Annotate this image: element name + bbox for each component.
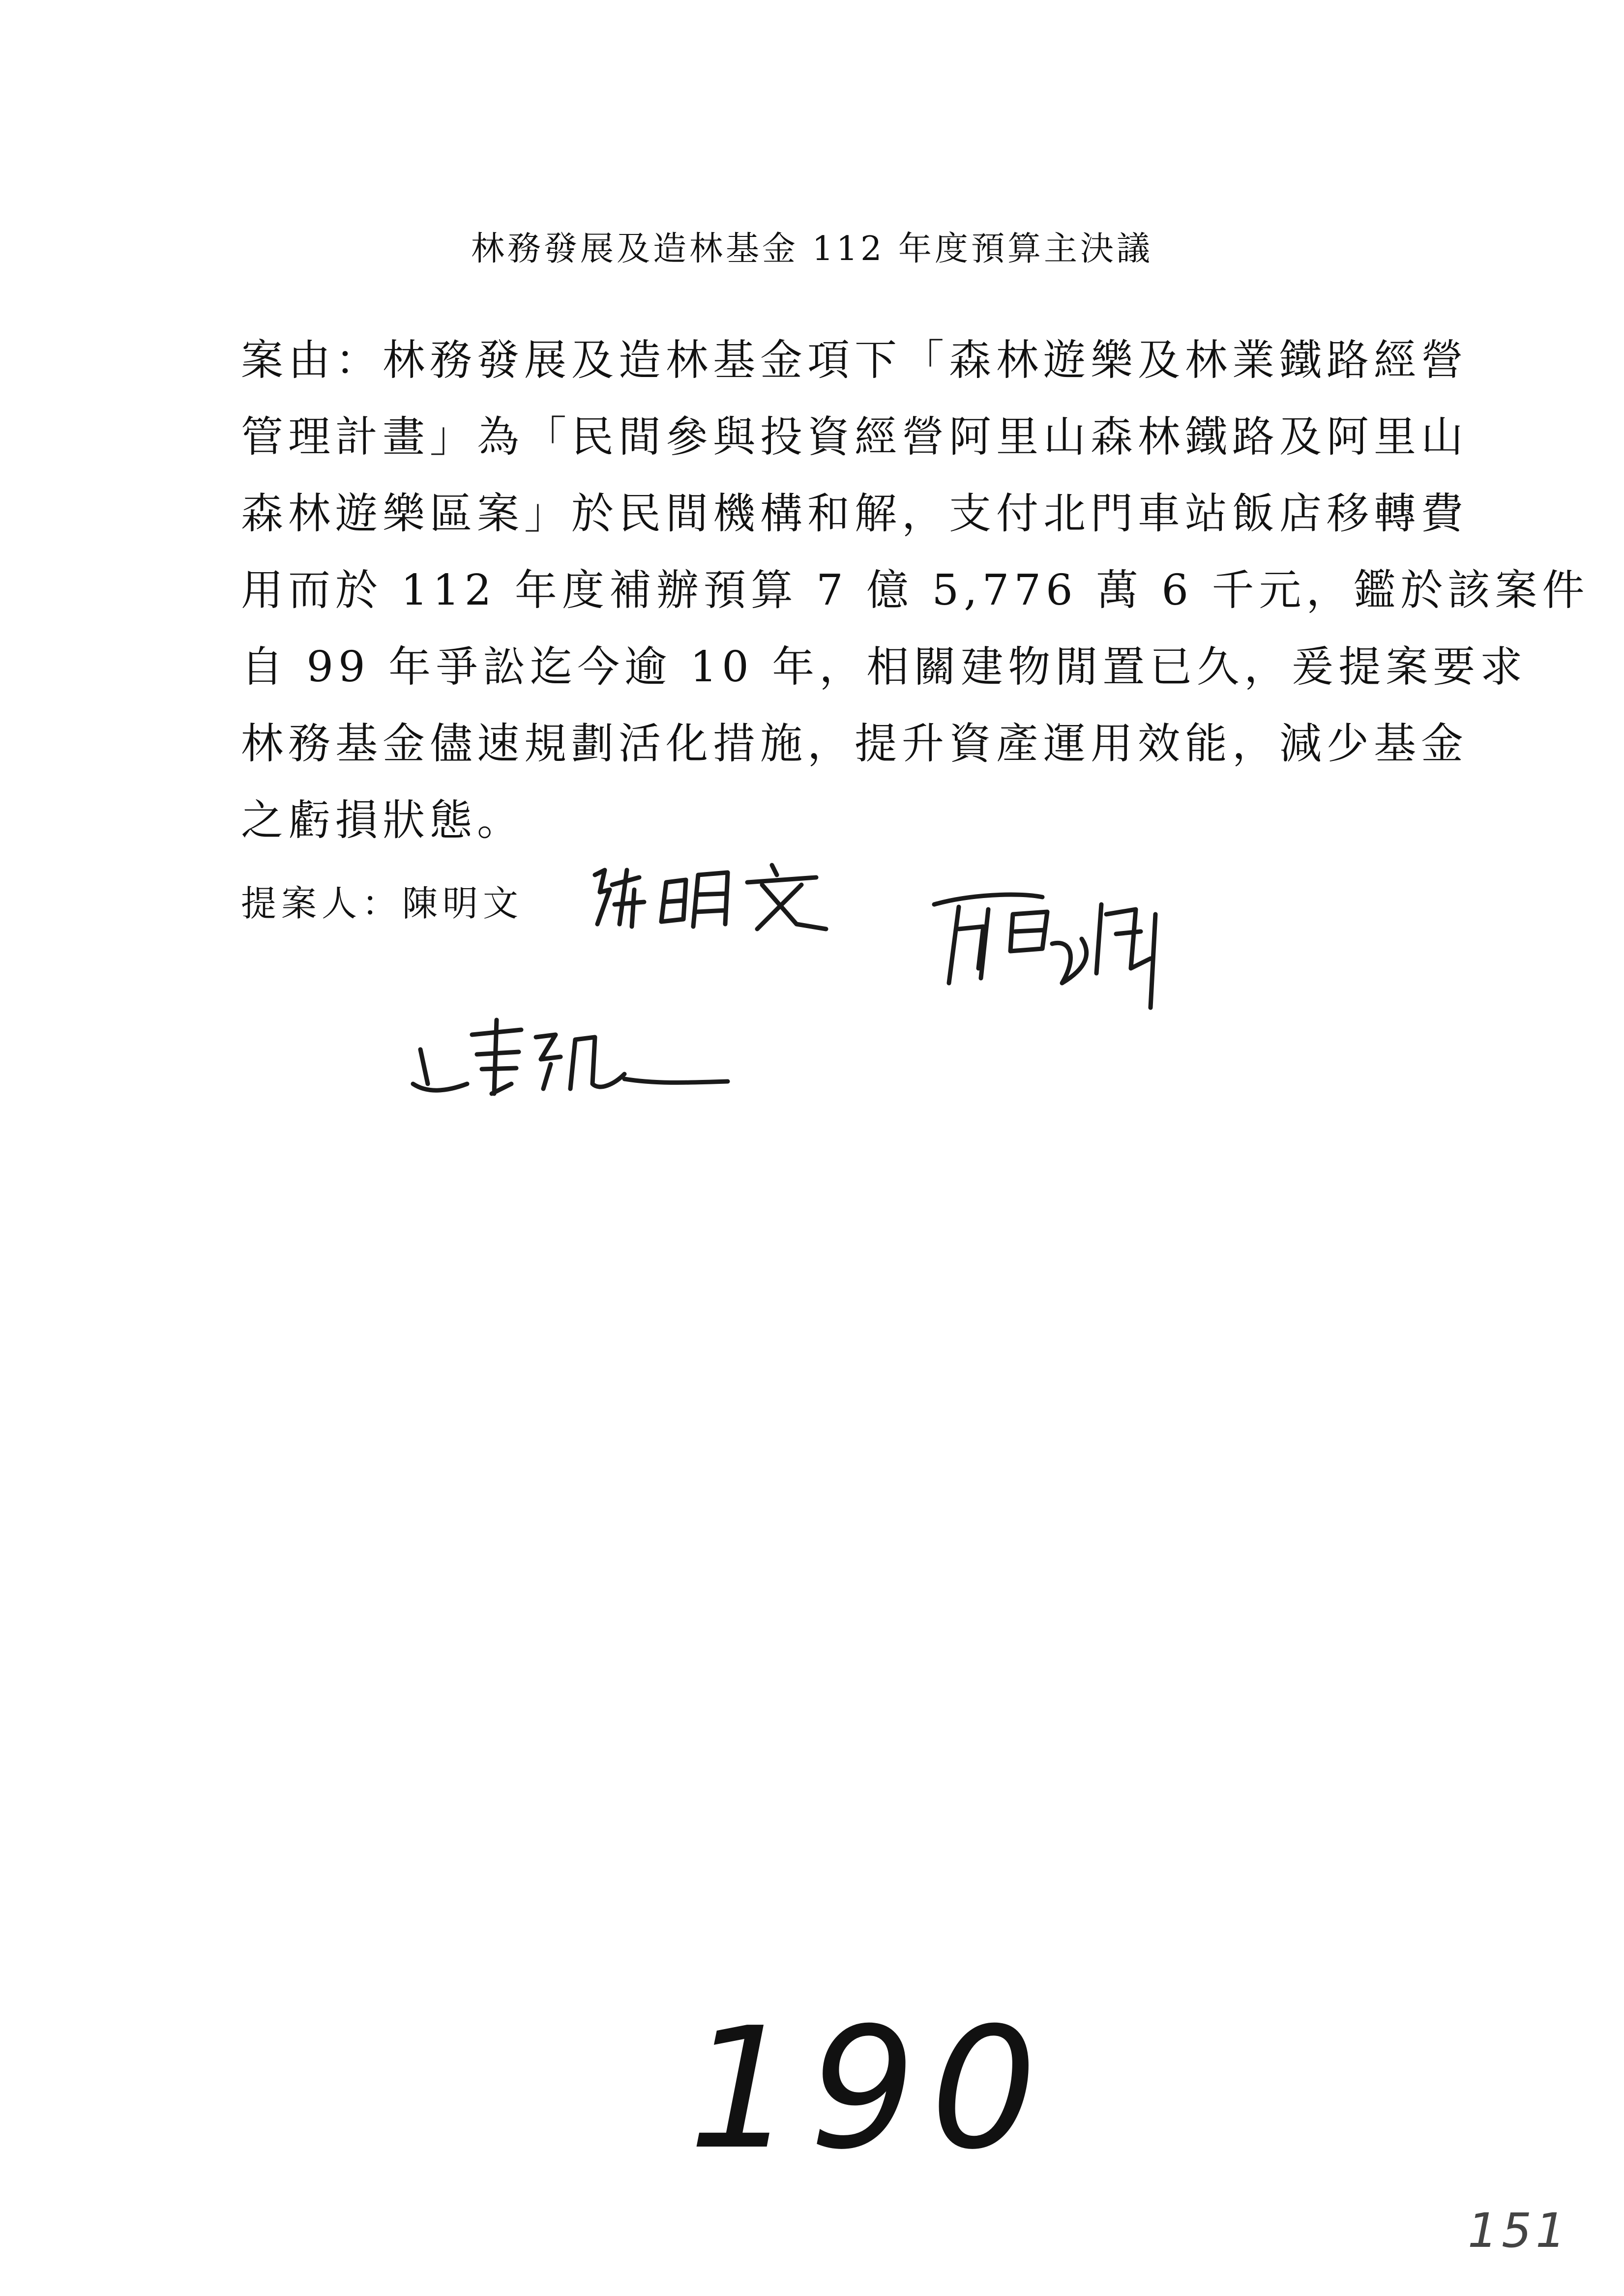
handwritten-page-mark: 151 (1468, 2203, 1570, 2258)
cosigner-signature-1 (929, 885, 1205, 1032)
handwritten-stamp-number: 190 (688, 1992, 1052, 2186)
body-line: 林務基金儘速規劃活化措施，提升資產運用效能，減少基金 (241, 719, 1468, 768)
body-line: 管理計畫」為「民間參與投資經營阿里山森林鐵路及阿里山 (241, 412, 1468, 462)
cosigner-signature-2 (408, 1010, 742, 1108)
body-line: 森林遊樂區案」於民間機構和解，支付北門車站飯店移轉費 (241, 489, 1468, 538)
body-line: 自 99 年爭訟迄今逾 10 年，相關建物閒置已久，爰提案要求 (241, 642, 1528, 692)
body-line: 案由：林務發展及造林基金項下「森林遊樂及林業鐵路經營 (241, 336, 1468, 385)
body-line: 之虧損狀態。 (241, 796, 524, 845)
resolution-body (241, 322, 1590, 859)
body-line: 用而於 112 年度補辦預算 7 億 5,776 萬 6 千元，鑑於該案件 (241, 566, 1590, 615)
document-title: 林務發展及造林基金 112 年度預算主決議 (471, 230, 1153, 268)
proposer-signature (585, 855, 841, 939)
proposer-line: 提案人：陳明文 (241, 883, 524, 924)
